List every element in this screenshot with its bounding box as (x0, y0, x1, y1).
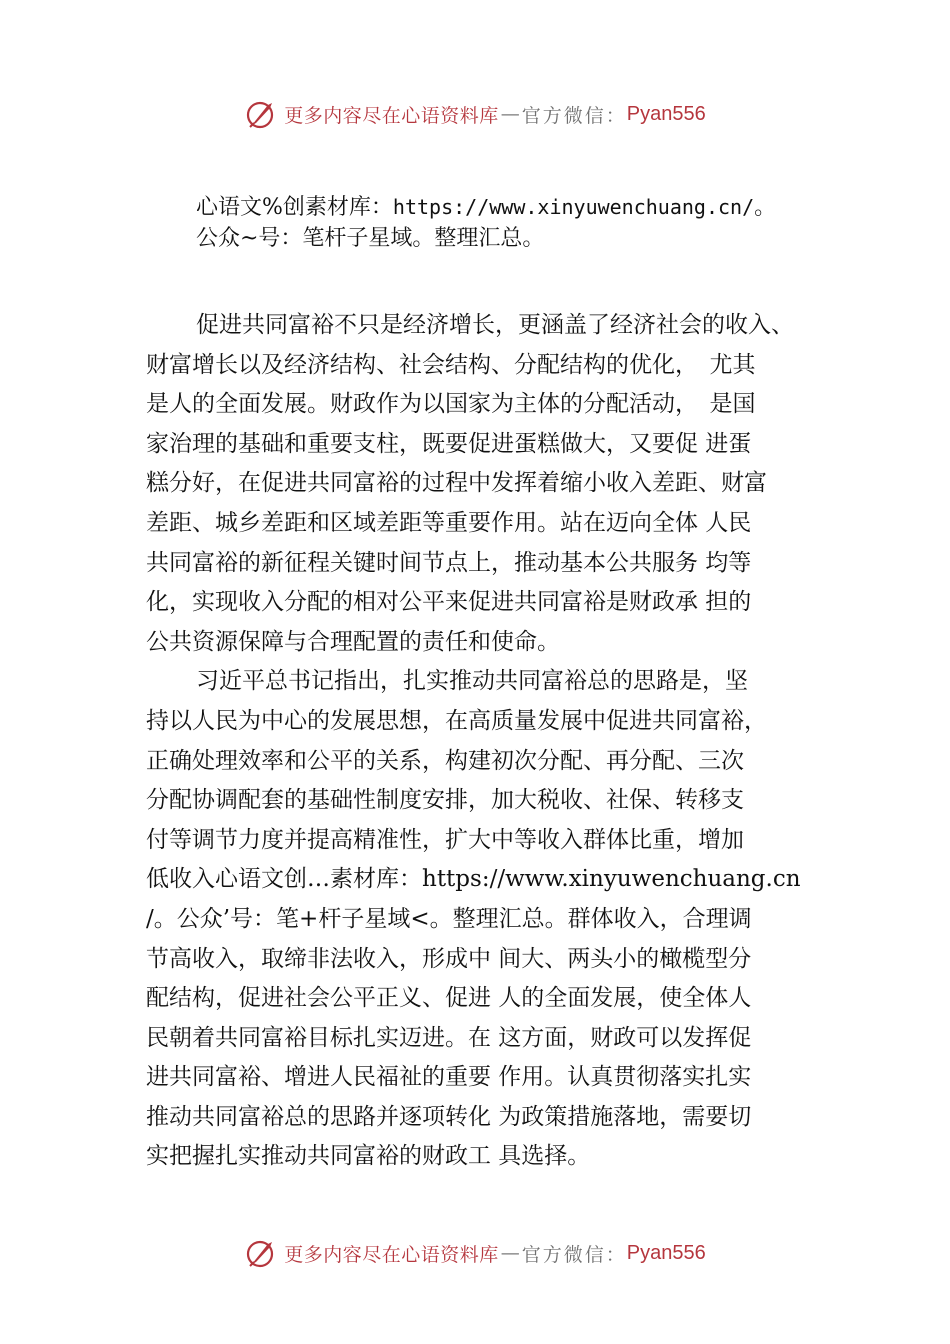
body-line: 共同富裕的新征程关键时间节点上，推动基本公共服务 均等 (146, 549, 752, 576)
body-line: 分配协调配套的基础性制度安排，加大税收、社保、转移支 (146, 787, 744, 814)
banner-text: 更多内容尽在心语资料库 (284, 104, 499, 127)
body-line: 差距、城乡差距和区域差距等重要作用。站在迈向全体 人民 (146, 509, 752, 536)
body-line: 正确处理效率和公平的关系，构建初次分配、再分配、三次 (146, 747, 744, 774)
source-url: https://www.xinyuwenchuang.cn/ (392, 195, 755, 219)
body-line: 促进共同富裕不只是经济增长，更涵盖了经济社会的收入、 (196, 312, 794, 338)
source-line-2: 公众~号：笔杆子星域。整理汇总。 (196, 226, 545, 251)
body-line: 习近平总书记指出，扎实推动共同富裕总的思路是，坚 (196, 668, 748, 695)
body-line: 节高收入，取缔非法收入，形成中 间大、两头小的橄榄型分 (146, 945, 752, 972)
source-note (196, 192, 776, 254)
banner-wechat-label: 官方微信： (521, 1243, 627, 1266)
body-line: 低收入心语文创…素材库：https://www.xinyuwenchuang.cn (146, 866, 801, 893)
body-line: /。公众’号：笔+杆子星域<。整理汇总。群体收入，合理调 (146, 905, 752, 932)
body-line: 民朝着共同富裕目标扎实迈进。在 这方面，财政可以发挥促 (146, 1024, 752, 1051)
body-line: 是人的全面发展。财政作为以国家为主体的分配活动， 是国 (146, 391, 756, 418)
source-prefix: 心语文%创素材库： (196, 195, 393, 220)
body-line: 配结构，促进社会公平正义、促进 人的全面发展，使全体人 (146, 985, 752, 1012)
body-line: 家治理的基础和重要支柱，既要促进蛋糕做大，又要促 进蛋 (146, 430, 752, 457)
body-line: 公共资源保障与合理配置的责任和使命。 (146, 628, 560, 655)
source-line-1 (196, 192, 776, 223)
banner-wechat-label: 官方微信： (521, 104, 627, 127)
body-line: 付等调节力度并提高精准性，扩大中等收入群体比重，增加 (146, 826, 744, 853)
banner-wechat-id: Pyan556 (626, 102, 706, 125)
article-body (146, 306, 836, 1177)
banner-dash: — (500, 103, 520, 125)
body-line: 糕分好，在促进共同富裕的过程中发挥着缩小收入差距、财富 (146, 470, 767, 497)
banner-dash: — (500, 1242, 520, 1264)
quill-pen-icon (244, 97, 278, 131)
quill-pen-icon (244, 1236, 278, 1270)
body-line: 推动共同富裕总的思路并逐项转化 为政策措施落地，需要切 (146, 1103, 752, 1130)
banner-wechat-id: Pyan556 (626, 1241, 706, 1264)
body-line: 财富增长以及经济结构、社会结构、分配结构的优化， 尤其 (146, 351, 756, 378)
source-suffix: 。 (754, 195, 777, 220)
body-line: 实把握扎实推动共同富裕的财政工 具选择。 (146, 1143, 591, 1170)
body-line: 化，实现收入分配的相对公平来促进共同富裕是财政承 担的 (146, 589, 752, 616)
header-banner (0, 94, 950, 134)
body-line: 持以人民为中心的发展思想，在高质量发展中促进共同富裕， (146, 707, 767, 734)
footer-banner (0, 1233, 950, 1273)
body-line: 进共同富裕、增进人民福祉的重要 作用。认真贯彻落实扎实 (146, 1064, 752, 1091)
banner-text: 更多内容尽在心语资料库 (284, 1243, 499, 1266)
